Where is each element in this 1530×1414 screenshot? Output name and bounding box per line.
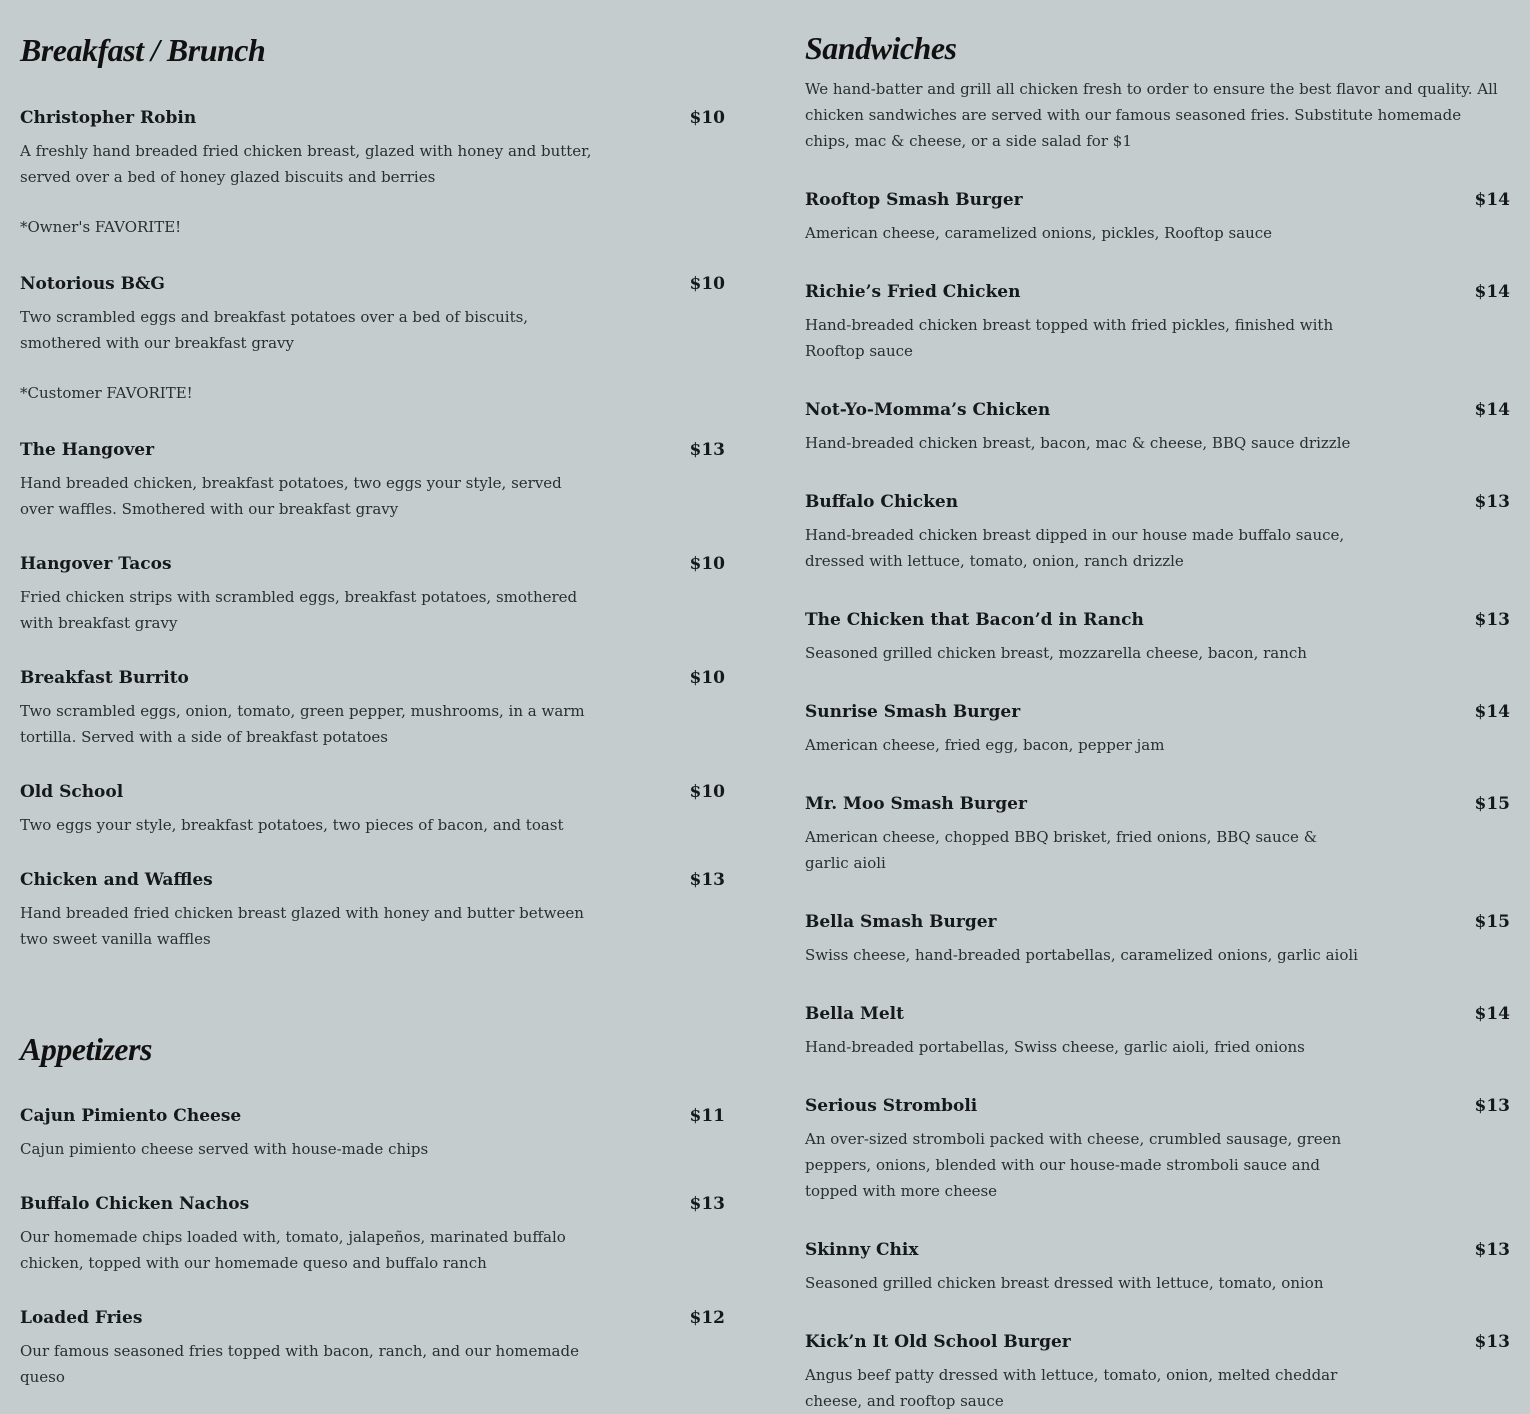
item-description: Cajun pimiento cheese served with house-made chips xyxy=(20,1140,429,1158)
item-name: Mr. Moo Smash Burger xyxy=(805,794,1027,814)
item-name: Serious Stromboli xyxy=(805,1096,978,1116)
item-name: Not-Yo-Momma’s Chicken xyxy=(805,400,1051,420)
item-name: Hangover Tacos xyxy=(20,554,172,574)
item-name: Richie’s Fried Chicken xyxy=(805,282,1021,302)
item-price: $11 xyxy=(689,1106,725,1126)
item-name: Rooftop Smash Burger xyxy=(805,190,1023,210)
item-description: Two scrambled eggs, onion, tomato, green pepper, mushrooms, in a warm tortilla. Served with a side of breakfast potatoes xyxy=(20,702,585,746)
item-description: American cheese, caramelized onions, pickles, Rooftop sauce xyxy=(805,224,1273,242)
item-description: Seasoned grilled chicken breast dressed with lettuce, tomato, onion xyxy=(805,1274,1324,1292)
item-price: $13 xyxy=(689,1194,725,1214)
appetizers-heading: Appetizers xyxy=(20,1031,152,1067)
item-name: Chicken and Waffles xyxy=(20,870,213,890)
item-note: *Owner's FAVORITE! xyxy=(20,218,182,236)
item-price: $14 xyxy=(1474,1004,1510,1024)
item-price: $13 xyxy=(1474,492,1510,512)
item-description: Fried chicken strips with scrambled eggs, breakfast potatoes, smothered with breakfast gravy xyxy=(20,588,578,632)
item-price: $13 xyxy=(689,440,725,460)
item-name: Buffalo Chicken Nachos xyxy=(20,1194,250,1214)
item-description: Two eggs your style, breakfast potatoes, two pieces of bacon, and toast xyxy=(20,816,564,834)
item-name: Buffalo Chicken xyxy=(805,492,959,512)
item-name: The Chicken that Bacon’d in Ranch xyxy=(805,610,1144,630)
item-description: Hand breaded chicken, breakfast potatoes, two eggs your style, served over waffles. Smothered with our breakfast gravy xyxy=(20,474,562,518)
item-name: Kick’n It Old School Burger xyxy=(805,1332,1071,1352)
item-description: Our homemade chips loaded with, tomato, jalapeños, marinated buffalo chicken, topped with our homemade queso and buffalo ranch xyxy=(20,1228,566,1272)
item-name: Skinny Chix xyxy=(805,1240,919,1260)
item-name: Bella Melt xyxy=(805,1004,904,1024)
item-description: Hand-breaded portabellas, Swiss cheese, garlic aioli, fried onions xyxy=(805,1038,1305,1056)
item-name: The Hangover xyxy=(20,440,155,460)
item-description: Swiss cheese, hand-breaded portabellas, caramelized onions, garlic aioli xyxy=(805,946,1358,964)
item-description: Hand-breaded chicken breast dipped in our house made buffalo sauce, dressed with lettuce, tomato, onion, ranch drizzle xyxy=(805,526,1345,570)
sandwiches-intro: We hand-batter and grill all chicken fresh to order to ensure the best flavor and quality. All chicken sandwiches are served with our famous seasoned fries. Substitute homemade chips, mac & cheese, or a side salad for $1 xyxy=(805,80,1498,150)
item-price: $12 xyxy=(689,1308,725,1328)
item-price: $14 xyxy=(1474,400,1510,420)
item-price: $13 xyxy=(1474,610,1510,630)
item-price: $13 xyxy=(1474,1240,1510,1260)
item-price: $15 xyxy=(1474,912,1510,932)
item-price: $10 xyxy=(689,108,725,128)
sandwiches-heading: Sandwiches xyxy=(805,30,957,66)
item-description: Seasoned grilled chicken breast, mozzarella cheese, bacon, ranch xyxy=(805,644,1307,662)
item-price: $10 xyxy=(689,554,725,574)
item-name: Cajun Pimiento Cheese xyxy=(20,1106,242,1126)
item-note: *Customer FAVORITE! xyxy=(20,384,193,402)
item-description: An over-sized stromboli packed with cheese, crumbled sausage, green peppers, onions, blended with our house-made stromboli sauce and topped with more cheese xyxy=(805,1130,1342,1200)
item-description: A freshly hand breaded fried chicken breast, glazed with honey and butter, served over a bed of honey glazed biscuits and berries xyxy=(20,142,592,186)
item-description: Angus beef patty dressed with lettuce, tomato, onion, melted cheddar cheese, and rooftop sauce xyxy=(805,1366,1338,1410)
item-description: Our famous seasoned fries topped with bacon, ranch, and our homemade queso xyxy=(20,1342,579,1386)
item-name: Christopher Robin xyxy=(20,108,197,128)
item-description: American cheese, fried egg, bacon, pepper jam xyxy=(805,736,1165,754)
item-price: $14 xyxy=(1474,282,1510,302)
item-name: Breakfast Burrito xyxy=(20,668,189,688)
item-price: $13 xyxy=(1474,1332,1510,1352)
item-name: Loaded Fries xyxy=(20,1308,143,1328)
item-name: Old School xyxy=(20,782,124,802)
item-price: $10 xyxy=(689,274,725,294)
breakfast-heading: Breakfast / Brunch xyxy=(20,32,266,68)
item-price: $10 xyxy=(689,668,725,688)
item-description: Two scrambled eggs and breakfast potatoes over a bed of biscuits, smothered with our breakfast gravy xyxy=(20,308,529,352)
item-description: Hand breaded fried chicken breast glazed with honey and butter between two sweet vanilla waffles xyxy=(20,904,584,948)
item-name: Notorious B&G xyxy=(20,274,165,294)
item-price: $10 xyxy=(689,782,725,802)
item-price: $13 xyxy=(1474,1096,1510,1116)
item-description: Hand-breaded chicken breast topped with fried pickles, finished with Rooftop sauce xyxy=(805,316,1334,360)
item-price: $14 xyxy=(1474,702,1510,722)
item-name: Sunrise Smash Burger xyxy=(805,702,1021,722)
item-description: Hand-breaded chicken breast, bacon, mac & cheese, BBQ sauce drizzle xyxy=(805,434,1351,452)
item-price: $14 xyxy=(1474,190,1510,210)
item-price: $15 xyxy=(1474,794,1510,814)
item-name: Bella Smash Burger xyxy=(805,912,997,932)
item-price: $13 xyxy=(689,870,725,890)
item-description: American cheese, chopped BBQ brisket, fried onions, BBQ sauce & garlic aioli xyxy=(805,828,1318,872)
